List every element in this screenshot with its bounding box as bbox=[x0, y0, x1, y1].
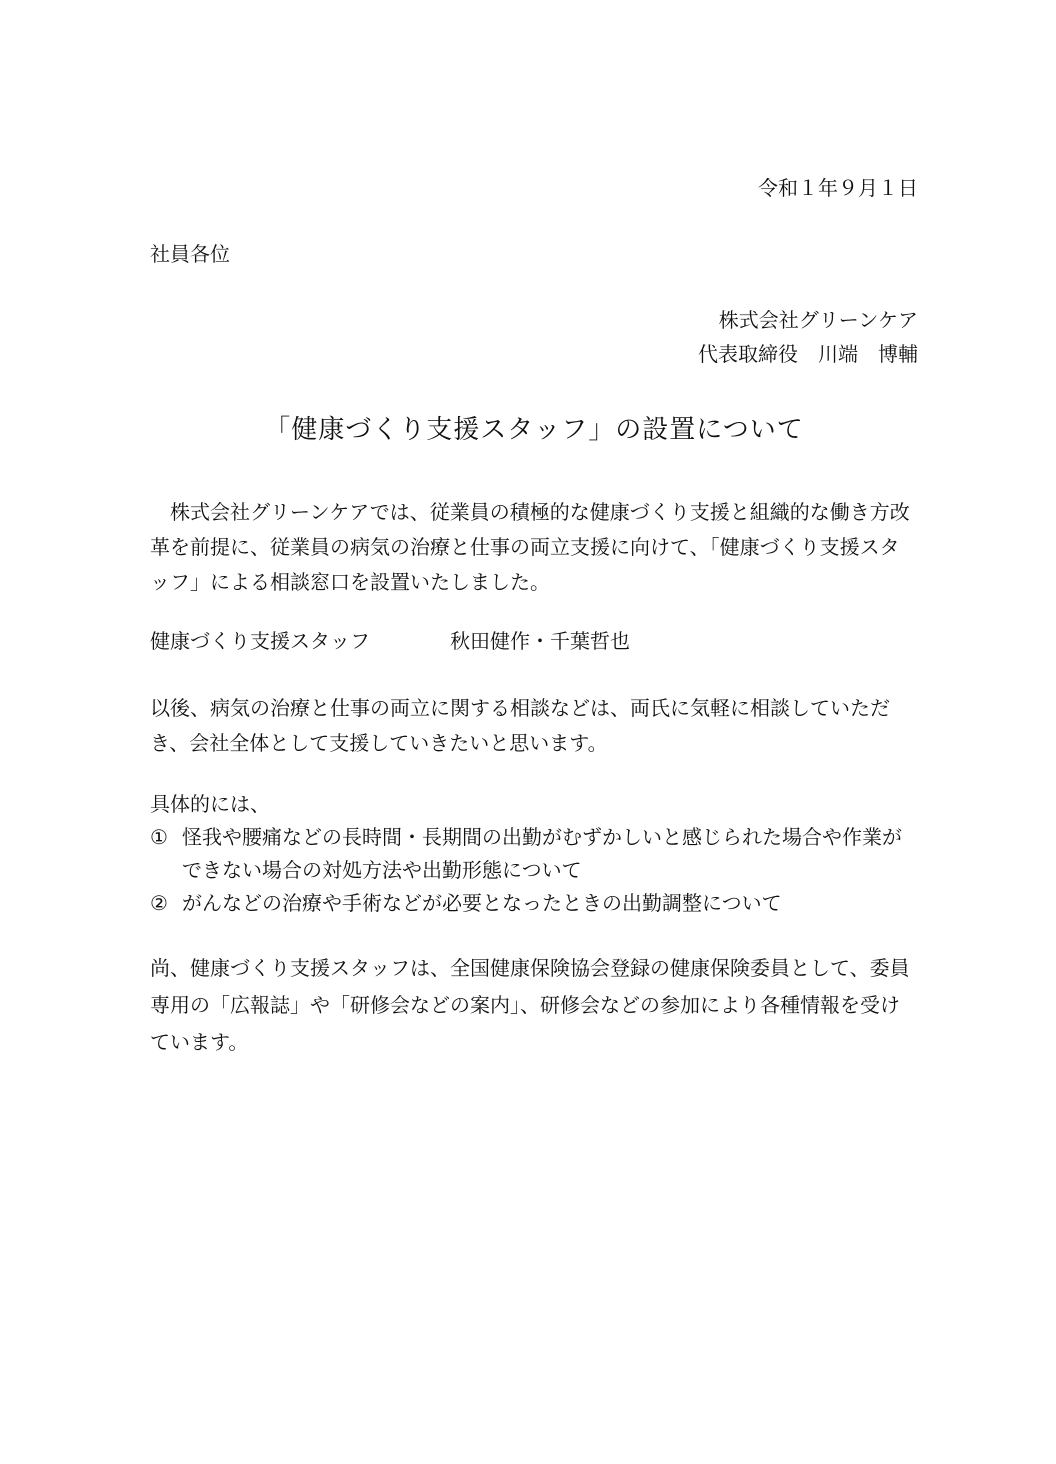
document-date: 令和１年９月１日 bbox=[758, 176, 918, 200]
sender-representative: 代表取締役 川端 博輔 bbox=[698, 342, 918, 366]
detail-item-2 bbox=[150, 887, 918, 920]
detail-item-1 bbox=[150, 821, 918, 887]
document-title: 「健康づくり支援スタッフ」の設置について bbox=[264, 415, 804, 445]
detail-number: ① bbox=[150, 825, 168, 849]
details-heading: 具体的には、 bbox=[150, 792, 270, 816]
detail-text: がんなどの治療や手術などが必要となったときの出勤調整について bbox=[182, 891, 782, 915]
detail-text: 怪我や腰痛などの長時間・長期間の出勤がむずかしいと感じられた場合や作業ができない場合の対処方法や出勤形態について bbox=[182, 825, 902, 882]
consultation-paragraph: 以後、病気の治療と仕事の両立に関する相談などは、両氏に気軽に相談していただき、会社全体として支援していきたいと思います。 bbox=[150, 696, 890, 755]
detail-number: ② bbox=[150, 891, 168, 915]
details-section bbox=[150, 788, 918, 920]
sender-block bbox=[150, 303, 918, 371]
staff-label: 健康づくり支援スタッフ bbox=[150, 629, 370, 653]
note-paragraph: 尚、健康づくり支援スタッフは、全国健康保険協会登録の健康保険委員として、委員専用の「広報誌」や「研修会などの案内」、研修会などの参加により各種情報を受けています。 bbox=[150, 956, 910, 1054]
sender-company: 株式会社グリーンケア bbox=[718, 308, 918, 332]
staff-line bbox=[150, 625, 918, 657]
staff-names: 秋田健作・千葉哲也 bbox=[450, 629, 630, 653]
addressee: 社員各位 bbox=[150, 242, 230, 266]
intro-paragraph: 株式会社グリーンケアでは、従業員の積極的な健康づくり支援と組織的な働き方改革を前提に、従業員の病気の治療と仕事の両立支援に向けて、「健康づくり支援スタッフ」による相談窓口を設置いたしました。 bbox=[150, 500, 910, 594]
